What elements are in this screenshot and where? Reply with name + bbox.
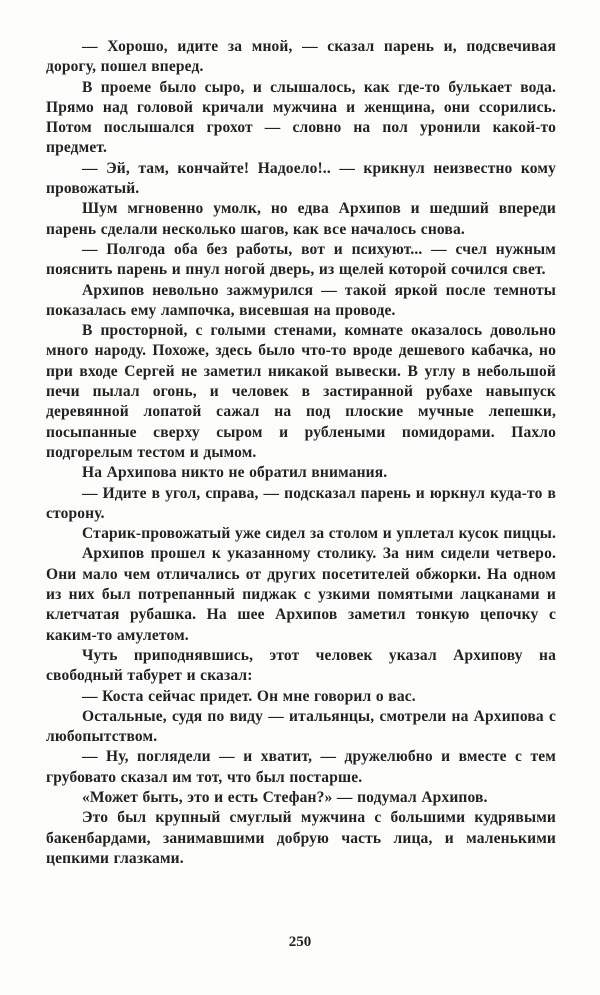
paragraph: — Эй, там, кончайте! Надоело!.. — крикнул неизвестно кому провожатый. [46,159,556,198]
paragraph: В проеме было сыро, и слышалось, как где-то булькает вода. Прямо над головой кричали мужчина и женщина, они ссорились. Потом послышался грохот — словно на пол уронили какой-то предмет. [46,78,556,157]
paragraph: «Может быть, это и есть Стефан?» — подумал Архипов. [82,788,488,806]
paragraph: Остальные, судя по виду — итальянцы, смотрели на Архипова с любопытством. [46,707,556,746]
paragraph: Это был крупный смуглый мужчина с большими кудрявыми бакенбардами, занимавшими добрую часть лица, и маленькими цепкими глазками. [46,809,556,867]
paragraph: В просторной, с голыми стенами, комнате оказалось довольно много народу. Похоже, здесь было что-то вроде дешевого кабачка, но при входе Сергей не заметил никакой вывески. В углу в небольшой печи пылал огонь, и человек в застиранной рубахе навыпуск деревянной лопатой сажал на под плоские мучные лепешки, посыпанные сверху сыром и рублеными помидорами. Пахло подгорелым тестом и дымом. [46,322,556,461]
paragraph: Архипов невольно зажмурился — такой яркой после темноты показалась ему лампочка, висевшая на проводе. [46,281,556,319]
paragraph: Старик-провожатый уже сидел за столом и уплетал кусок пиццы. [82,525,556,543]
page-text [46,37,556,869]
paragraph: — Ну, поглядели — и хватит, — дружелюбно и вместе с тем грубовато сказал им тот, что был постарше. [46,748,556,786]
paragraph: Шум мгновенно умолк, но едва Архипов и шедший впереди парень сделали несколько шагов, как все началось снова. [46,200,556,238]
paragraph: Архипов прошел к указанному столику. За ним сидели четверо. Они мало чем отличались от других посетителей обжорки. На одном из них был потрепанный пиджак с узкими помятыми лацканами и клетчатая рубашка. На шее Архипов заметил тонкую цепочку с каким-то амулетом. [46,545,556,644]
page-number: 250 [288,934,312,950]
paragraph: На Архипова никто не обратил внимания. [82,464,388,482]
paragraph: — Хорошо, идите за мной, — сказал парень и, подсвечивая дорогу, пошел вперед. [46,38,556,76]
paragraph: — Идите в угол, справа, — подсказал парень и юркнул куда-то в сторону. [46,484,556,522]
paragraph: — Полгода оба без работы, вот и психуют... — счел нужным пояснить парень и пнул ногой дверь, из щелей которой сочился свет. [46,240,556,279]
paragraph: Чуть приподнявшись, этот человек указал Архипову на свободный табурет и сказал: [46,646,556,685]
paragraph: — Коста сейчас придет. Он мне говорил о вас. [82,687,416,705]
